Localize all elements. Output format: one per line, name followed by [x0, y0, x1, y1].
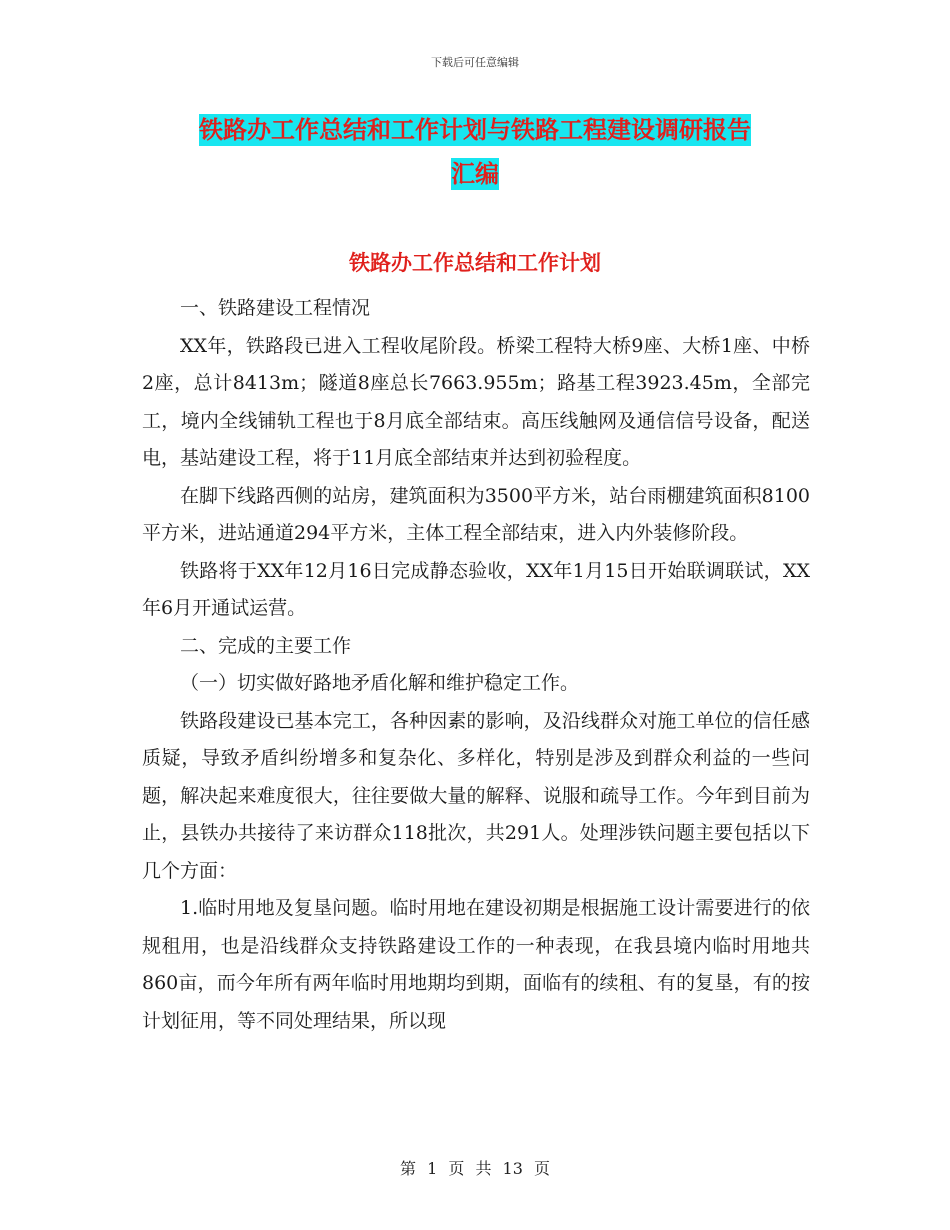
body-text	[142, 290, 810, 1040]
paragraph: XX年，铁路段已进入工程收尾阶段。桥梁工程特大桥9座、大桥1座、中桥2座，总计8413m；隧道8座总长7663.955m；路基工程3923.45m，全部完工，境内全线铺轨工程也于8月底全部结束。高压线触网及通信信号设备，配送电，基站建设工程，将于11月底全部结束并达到初验程度。	[142, 334, 810, 469]
paragraph: 铁路段建设已基本完工，各种因素的影响，及沿线群众对施工单位的信任感质疑，导致矛盾纠纷增多和复杂化、多样化，特别是涉及到群众利益的一些问题，解决起来难度很大，往往要做大量的解释、说服和疏导工作。今年到目前为止，县铁办共接待了来访群众118批次，共291人。处理涉铁问题主要包括以下几个方面：	[142, 709, 810, 882]
paragraph: 一、铁路建设工程情况	[180, 297, 371, 319]
paragraph: （一）切实做好路地矛盾化解和维护稳定工作。	[180, 672, 580, 694]
page-footer: 第 1 页 共 13 页	[400, 1159, 550, 1178]
document-title	[140, 108, 810, 196]
document-title-line2: 汇编	[451, 160, 499, 188]
section-title: 铁路办工作总结和工作计划	[349, 251, 601, 275]
document-title-line1: 铁路办工作总结和工作计划与铁路工程建设调研报告	[199, 116, 751, 144]
paragraph: 铁路将于XX年12月16日完成静态验收，XX年1月15日开始联调联试，XX年6月开通试运营。	[142, 559, 810, 619]
paragraph: 1.临时用地及复垦问题。临时用地在建设初期是根据施工设计需要进行的依规租用，也是沿线群众支持铁路建设工作的一种表现，在我县境内临时用地共860亩，而今年所有两年临时用地期均到期，面临有的续租、有的复垦，有的按计划征用，等不同处理结果，所以现	[142, 897, 810, 1032]
paragraph: 二、完成的主要工作	[180, 634, 352, 657]
paragraph: 在脚下线路西侧的站房，建筑面积为3500平方米，站台雨棚建筑面积8100平方米，进站通道294平方米，主体工程全部结束，进入内外装修阶段。	[142, 484, 810, 544]
header-note: 下载后可任意编辑	[431, 56, 519, 69]
